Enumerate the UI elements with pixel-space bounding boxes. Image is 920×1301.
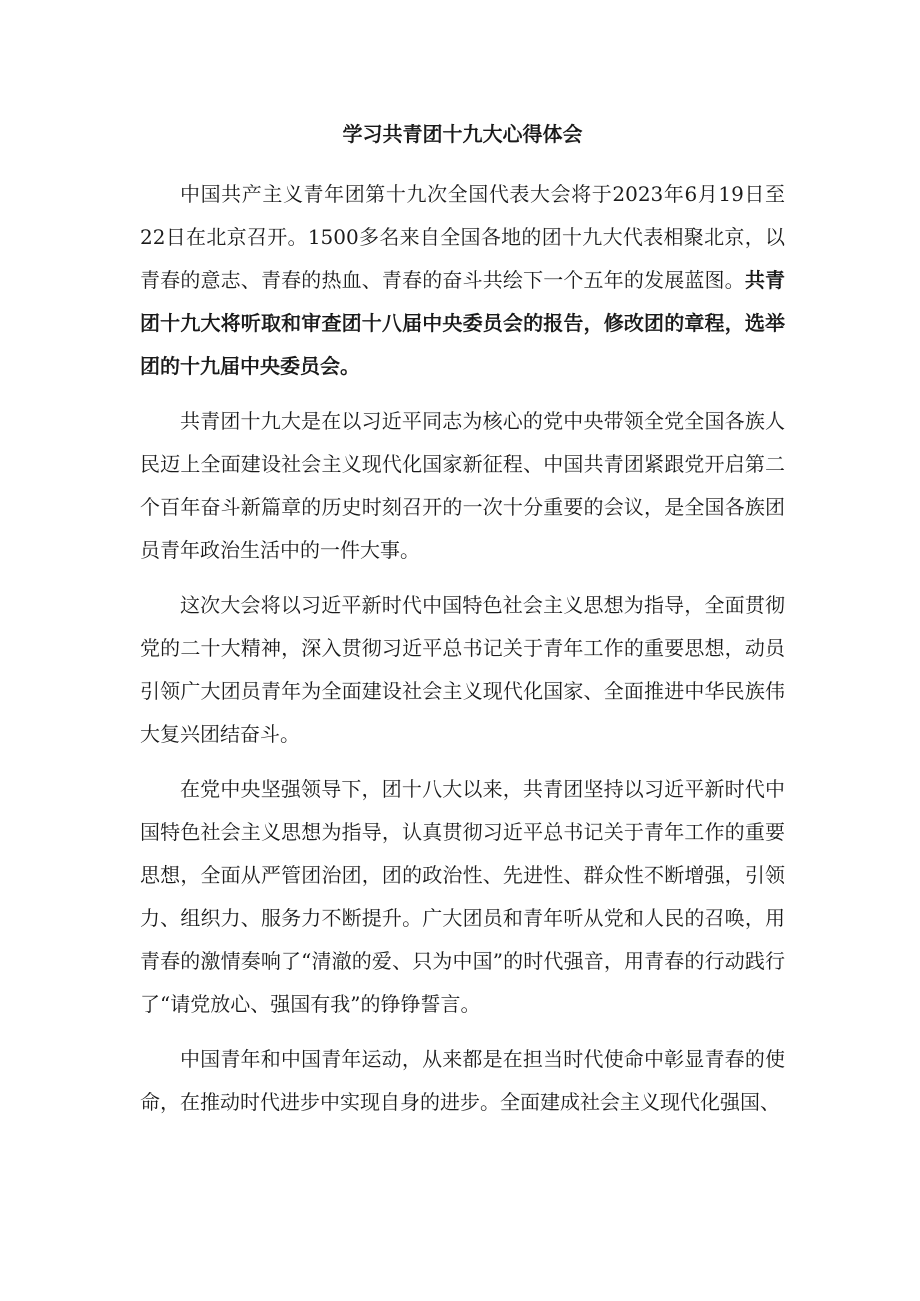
paragraph-1: [140, 173, 785, 388]
document-body: [140, 115, 785, 1136]
paragraph-5: 中国青年和中国青年运动，从来都是在担当时代使命中彰显青春的使命，在推动时代进步中实现自身的进步。全面建成社会主义现代化强国、: [140, 1047, 785, 1114]
document-title: 学习共青团十九大心得体会: [342, 122, 583, 146]
paragraph-3: 这次大会将以习近平新时代中国特色社会主义思想为指导，全面贯彻党的二十大精神，深入贯彻习近平总书记关于青年工作的重要思想，动员引领广大团员青年为全面建设社会主义现代化国家、全面推进中华民族伟大复兴团结奋斗。: [140, 593, 785, 746]
paragraph-1-bold-text: 共青团十九大将听取和审查团十八届中央委员会的报告，修改团的章程，选举团的十九届中央委员会。: [140, 268, 786, 378]
paragraph-2: 共青团十九大是在以习近平同志为核心的党中央带领全党全国各族人民迈上全面建设社会主义现代化国家新征程、中国共青团紧跟党开启第二个百年奋斗新篇章的历史时刻召开的一次十分重要的会议，是全国各族团员青年政治生活中的一件大事。: [140, 409, 785, 562]
paragraph-4: 在党中央坚强领导下，团十八大以来，共青团坚持以习近平新时代中国特色社会主义思想为指导，认真贯彻习近平总书记关于青年工作的重要思想，全面从严管团治团，团的政治性、先进性、群众性不断增强，引领力、组织力、服务力不断提升。广大团员和青年听从党和人民的召唤，用青春的激情奏响了“清澈的爱、只为中国”的时代强音，用青春的行动践行了“请党放心、强国有我”的铮铮誓言。: [140, 777, 785, 1016]
paragraph-1-text: 中国共产主义青年团第十九次全国代表大会将于2023年6月19日至22日在北京召开。1500多名来自全国各地的团十九大代表相聚北京，以青春的意志、青春的热血、青春的奋斗共绘下一个五年的发展蓝图。: [140, 182, 785, 292]
